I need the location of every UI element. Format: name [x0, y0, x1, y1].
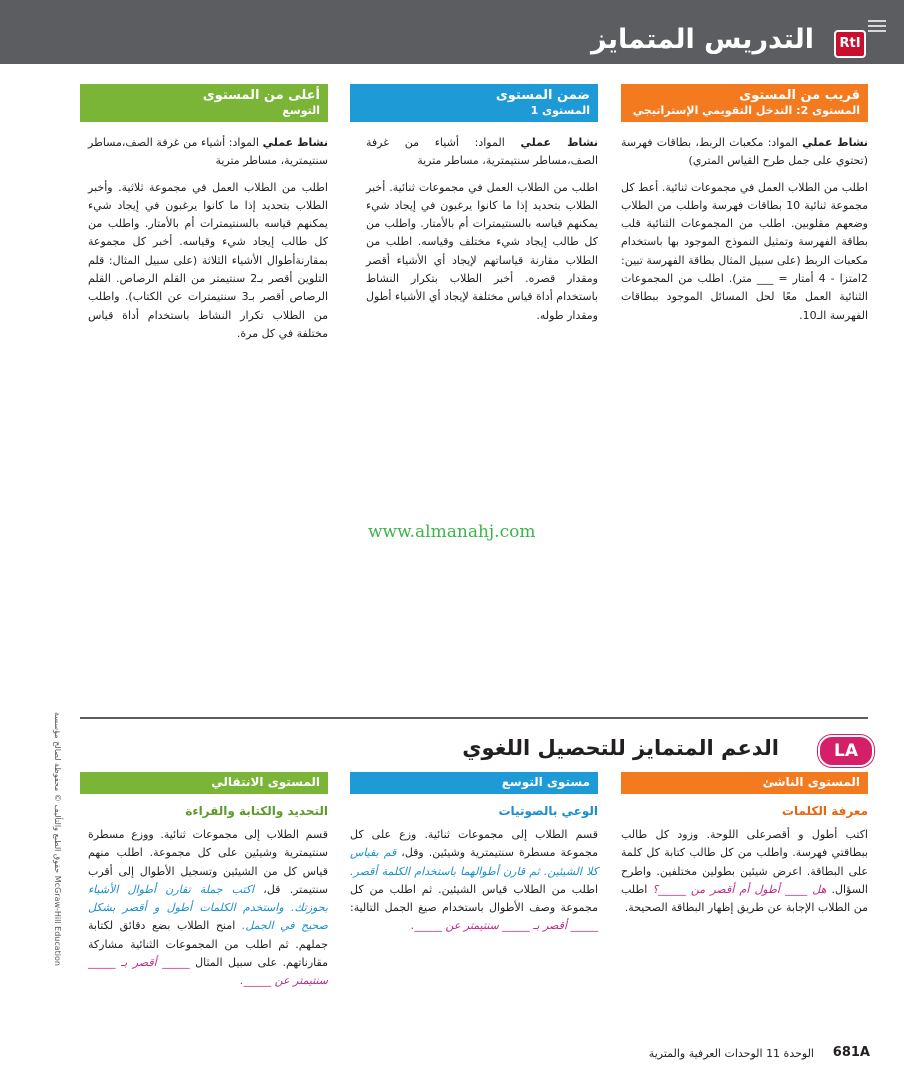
column-on-level-subtitle: المستوى 1 — [530, 104, 590, 117]
instruction-prompt: اكتب جملة تقارن أطوال الأشياء بحوزتك. واستخدم الكلمات أطول و أقصر بشكل صحيح في الجمل. — [88, 882, 328, 933]
page-title: التدريس المتمايز — [591, 24, 814, 55]
page-number: 681A — [832, 1045, 870, 1060]
column-beyond-header — [80, 84, 328, 122]
level-expanding-subtitle: الوعي بالصوتيات — [498, 804, 598, 818]
level-emerging-subtitle: معرفة الكلمات — [781, 804, 868, 818]
materials-text: المواد: أشياء من غرفة الصف،مساطر سنتيمترية، مساطر مترية — [366, 136, 598, 168]
sentence-frame: _____ أقصر بـ _____ سنتيمتر عن _____. — [88, 956, 328, 988]
level-bridging-body: قسم الطلاب إلى مجموعات ثنائية. ووزع مسطرة سنتيمترية وشيئين على كل مجموعة. اطلب منهم قياس كل من الشيئين وتسجيل الأطوال إلى أقرب سنتيمتر. قل، اكتب جملة تقارن أطوال الأشياء بحوزتك. واستخدم الكلمات أطول و أقصر بشكل صحيح في الجمل. امنح الطلاب بضع دقائق لكتابة جملهم. ثم اطلب من المجموعات الثنائية مشاركة مقارناتهم. على سبيل المثال _____ أقصر بـ _____ سنتيمتر عن _____. — [88, 828, 328, 988]
activity-label: نشاط عملي — [802, 136, 869, 149]
materials-text: المواد: أشياء من غرفة الصف،مساطر سنتيمترية، مساطر مترية — [88, 136, 328, 168]
column-on-level-title: ضمن المستوى — [495, 88, 590, 103]
column-approaching-body — [621, 134, 868, 333]
activity-text: اطلب من الطلاب العمل في مجموعات ثنائية. أعط كل مجموعة ثنائية 10 بطاقات فهرسة واطلب من الطلاب وضعهم مقلوبين. اطلب من المجموعات الثنائية قلب بطاقة الفهرسة وتمثيل النموذج الموجود بها باستخدام مكعبات الربط (على سبيل المثال بطاقة الفهرسة تبين: 2امتزا - 4 أمتار = ___ متر). اطلب من المجموعات الثنائية العمل معًا لحل المسائل الموجود ببطاقات الفهرسة الـ10. — [621, 180, 868, 322]
column-approaching-subtitle: المستوى 2: التدخل التقويمي الإستراتيجي — [632, 104, 860, 117]
column-on-level-body — [366, 134, 598, 333]
activity-label: نشاط عملي — [262, 136, 328, 149]
question-prompt: هل ____ أطول أم أقصر من _____؟ — [652, 882, 827, 896]
column-beyond-subtitle: التوسع — [282, 104, 320, 117]
la-badge: LA — [818, 735, 874, 767]
sentence-frame: _____ أقصر بـ _____ سنتيمتر عن _____. — [410, 919, 598, 933]
level-emerging-header: المستوى الناشئ — [621, 772, 868, 794]
activity-text: اطلب من الطلاب العمل في مجموعات ثنائية. أخبر الطلاب بتحديد إذا ما كانوا يرغبون في إيجاد شيء يمكنهم قياسه بالسنتيمترات أم بالأمتار. واطلب من كل طالب إيجاد شيء مختلف وقياسه. اطلب من الطلاب مقارنة قياساتهم لإيجاد أي الأشياء أقصر ومقدار قصره. أخبر الطلاب بتكرار النشاط باستخدام أداة قياس مختلفة لإيجاد أي الأشياء أطول ومقدار طوله. — [366, 180, 598, 322]
level-expanding-body: قسم الطلاب إلى مجموعات ثنائية. وزع على كل مجموعة مسطرة سنتيمترية وشيئين. وقل، قم بقياس كلا الشيئين. ثم قارن أطوالهما باستخدام الكلمة أقصر. اطلب من الطلاب قياس الشيئين. ثم اطلب من كل مجموعة وصف الأطوال باستخدام صيغ الجمل التالية: _____ أقصر بـ _____ سنتيمتر عن _____. — [350, 828, 598, 933]
unit-label: الوحدة 11 الوحدات العرفية والمترية — [648, 1047, 814, 1060]
level-expanding-header: مستوى التوسع — [350, 772, 598, 794]
menu-icon[interactable] — [868, 20, 886, 32]
level-bridging-subtitle: التحديد والكتابة والقراءة — [185, 804, 328, 818]
column-approaching-header — [621, 84, 868, 122]
section-divider — [80, 717, 868, 719]
column-on-level-header — [350, 84, 598, 122]
level-bridging-header: المستوى الانتقالي — [80, 772, 328, 794]
rti-badge: RtI — [834, 30, 866, 58]
copyright-note: حقوق الطبع والتأليف © محفوظة لصالح مؤسسة McGraw-Hill Education — [53, 712, 62, 966]
activity-text: اطلب من الطلاب العمل في مجموعة ثلاثية. وأخبر الطلاب بتحديد إذا ما كانوا يرغبون في إيجاد شيء يمكنهم قياسه بالسنتيمترات أم بالأمتار. واطلب من كل طالب إيجاد شيء وقياسه. أخبر كل مجموعة بمقارنةأطوال الأشياء الثلاثة (على سبيل المثال: قلم التلوين أقصر بـ2 سنتيمتر من القلم الرصاص. القلم الرصاص أقصر بـ3 سنتيمترات عن الكتاب). واطلب من الطلاب تكرار النشاط باستخدام أداة قياس مختلفة في كل مرة. — [88, 180, 328, 340]
watermark-link[interactable]: www.almanahj.com — [368, 522, 536, 542]
column-beyond-title: أعلى من المستوى — [202, 88, 320, 103]
materials-text: المواد: مكعبات الربط، بطاقات فهرسة (تحتوي على جمل طرح القياس المتري) — [621, 136, 868, 168]
level-emerging-body: اكتب أطول و أقصرعلى اللوحة. وزود كل طالب ببطاقتي فهرسة. واطلب من كل طالب كتابة كل كلمة على البطاقة. اعرض شيئين بطولين مختلفين. واطرح السؤال. هل ____ أطول أم أقصر من _____؟ اطلب من الطلاب الإجابة عن طريق إظهار البطاقة الصحيحة. — [621, 828, 868, 915]
activity-label: نشاط عملي — [520, 136, 598, 149]
column-approaching-title: قريب من المستوى — [739, 88, 860, 103]
la-section-title: الدعم المتمايز للتحصيل اللغوي — [462, 736, 779, 760]
column-beyond-body — [88, 134, 328, 351]
instruction-prompt: قم بقياس كلا الشيئين. ثم قارن أطوالهما باستخدام الكلمة أقصر. — [350, 846, 598, 878]
